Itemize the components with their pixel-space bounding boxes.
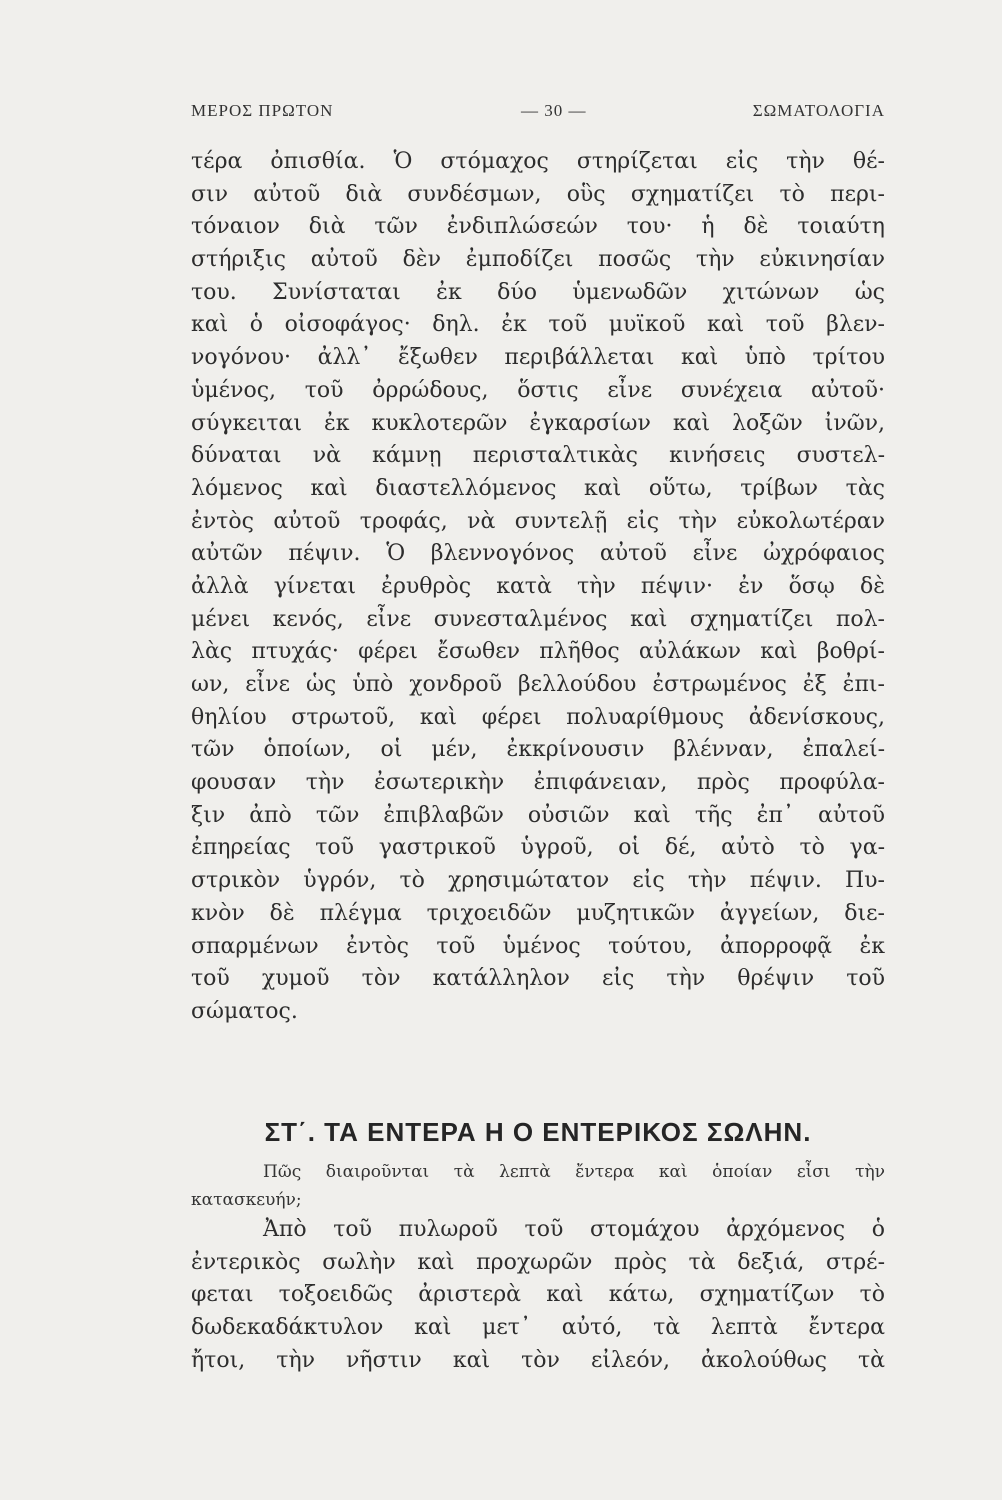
text-line: σώματος. bbox=[191, 998, 298, 1024]
text-line: καὶ ὁ οἰσοφάγος· δηλ. ἐκ τοῦ μυϊκοῦ καὶ τοῦ βλεν- bbox=[191, 312, 885, 338]
text-line: ἤτοι, τὴν νῆστιν καὶ τὸν εἰλεόν, ἀκολούθως τὰ bbox=[191, 1347, 885, 1373]
section-question bbox=[191, 1158, 885, 1214]
running-head bbox=[191, 101, 885, 125]
text-line: τοῦ χυμοῦ τὸν κατάλληλον εἰς τὴν θρέψιν τοῦ bbox=[191, 966, 885, 992]
text-line: μένει κενός, εἶνε συνεσταλμένος καὶ σχηματίζει πολ- bbox=[191, 606, 885, 632]
text-line: σύγκειται ἐκ κυκλοτερῶν ἐγκαρσίων καὶ λοξῶν ἰνῶν, bbox=[191, 410, 885, 436]
text-line: ἐντερικὸς σωλὴν καὶ προχωρῶν πρὸς τὰ δεξιά, στρέ- bbox=[191, 1249, 885, 1275]
text-line: τόναιον διὰ τῶν ἐνδιπλώσεών του· ἡ δὲ τοιαύτη bbox=[191, 214, 885, 240]
text-line: κνὸν δὲ πλέγμα τριχοειδῶν μυζητικῶν ἀγγείων, διε- bbox=[191, 900, 885, 926]
text-line: Ἀπὸ τοῦ πυλωροῦ τοῦ στομάχου ἀρχόμενος ὁ bbox=[263, 1217, 885, 1242]
running-head-part-title: ΜΕΡΟΣ ΠΡΩΤΟΝ bbox=[191, 101, 334, 120]
text-line: στήριξις αὐτοῦ δὲν ἐμποδίζει ποσῶς τὴν εὐκινησίαν bbox=[191, 247, 885, 273]
text-line: ξιν ἀπὸ τῶν ἐπιβλαβῶν οὐσιῶν καὶ τῆς ἐπ᾿ αὐτοῦ bbox=[191, 802, 885, 828]
text-line: θηλίου στρωτοῦ, καὶ φέρει πολυαρίθμους ἀδενίσκους, bbox=[191, 704, 885, 730]
page-number: — 30 — bbox=[521, 101, 587, 120]
text-line: στρικὸν ὑγρόν, τὸ χρησιμώτατον εἰς τὴν πέψιν. Πυ- bbox=[191, 868, 885, 894]
text-line: ἐντὸς αὐτοῦ τροφάς, νὰ συντελῇ εἰς τὴν εὐκολωτέραν bbox=[191, 508, 885, 534]
text-line: ὑμένος, τοῦ ὀρρώδους, ὅστις εἶνε συνέχεια αὐτοῦ· bbox=[191, 377, 885, 403]
paragraph-stomach bbox=[191, 146, 885, 1029]
text-line: τῶν ὁποίων, οἱ μέν, ἐκκρίνουσιν βλένναν, ἐπαλεί- bbox=[191, 737, 885, 763]
text-line: φεται τοξοειδῶς ἀριστερὰ καὶ κάτω, σχηματίζων τὸ bbox=[191, 1282, 885, 1308]
text-line: ἐπηρείας τοῦ γαστρικοῦ ὑγροῦ, οἱ δέ, αὐτὸ τὸ γα- bbox=[191, 835, 885, 861]
question-line: κατασκευήν; bbox=[191, 1190, 302, 1210]
text-line: λὰς πτυχάς· φέρει ἔσωθεν πλῆθος αὐλάκων καὶ βοθρί- bbox=[191, 639, 885, 665]
text-line: λόμενος καὶ διαστελλόμενος καὶ οὕτω, τρίβων τὰς bbox=[191, 475, 885, 501]
text-line: τέρα ὀπισθία. Ὁ στόμαχος στηρίζεται εἰς τὴν θέ- bbox=[191, 149, 885, 174]
text-line: δωδεκαδάκτυλον καὶ μετ᾿ αὐτό, τὰ λεπτὰ ἔντερα bbox=[191, 1315, 885, 1341]
text-line: δύναται νὰ κάμνῃ περισταλτικὰς κινήσεις συστελ- bbox=[191, 443, 885, 469]
paragraph-intestines bbox=[191, 1214, 885, 1377]
text-line: σπαρμένων ἐντὸς τοῦ ὑμένος τούτου, ἀπορροφᾷ ἐκ bbox=[191, 933, 885, 959]
text-line: σιν αὐτοῦ διὰ συνδέσμων, οὓς σχηματίζει τὸ περι- bbox=[191, 181, 885, 207]
text-line: φουσαν τὴν ἐσωτερικὴν ἐπιφάνειαν, πρὸς προφύλα- bbox=[191, 770, 885, 796]
text-line: του. Συνίσταται ἐκ δύο ὑμενωδῶν χιτώνων ὡς bbox=[191, 279, 885, 305]
text-line: ἀλλὰ γίνεται ἐρυθρὸς κατὰ τὴν πέψιν· ἐν ὅσῳ δὲ bbox=[191, 573, 885, 599]
text-line: ων, εἶνε ὡς ὑπὸ χονδροῦ βελλούδου ἐστρωμένος ἐξ ἐπι- bbox=[191, 672, 885, 697]
question-line: Πῶς διαιροῦνται τὰ λεπτὰ ἔντερα καὶ ὁποίαν εἶσι τὴν bbox=[263, 1162, 885, 1182]
running-head-section-title: ΣΩΜΑΤΟΛΟΓΙΑ bbox=[752, 101, 885, 120]
text-line: αὐτῶν πέψιν. Ὁ βλεννογόνος αὐτοῦ εἶνε ὠχρόφαιος bbox=[191, 541, 885, 567]
text-line: νογόνου· ἀλλ᾿ ἔξωθεν περιβάλλεται καὶ ὑπὸ τρίτου bbox=[191, 345, 885, 371]
section-heading: ΣΤ΄. ΤΑ ΕΝΤΕΡΑ Η Ο ΕΝΤΕΡΙΚΟΣ ΣΩΛΗΝ. bbox=[264, 1117, 812, 1147]
